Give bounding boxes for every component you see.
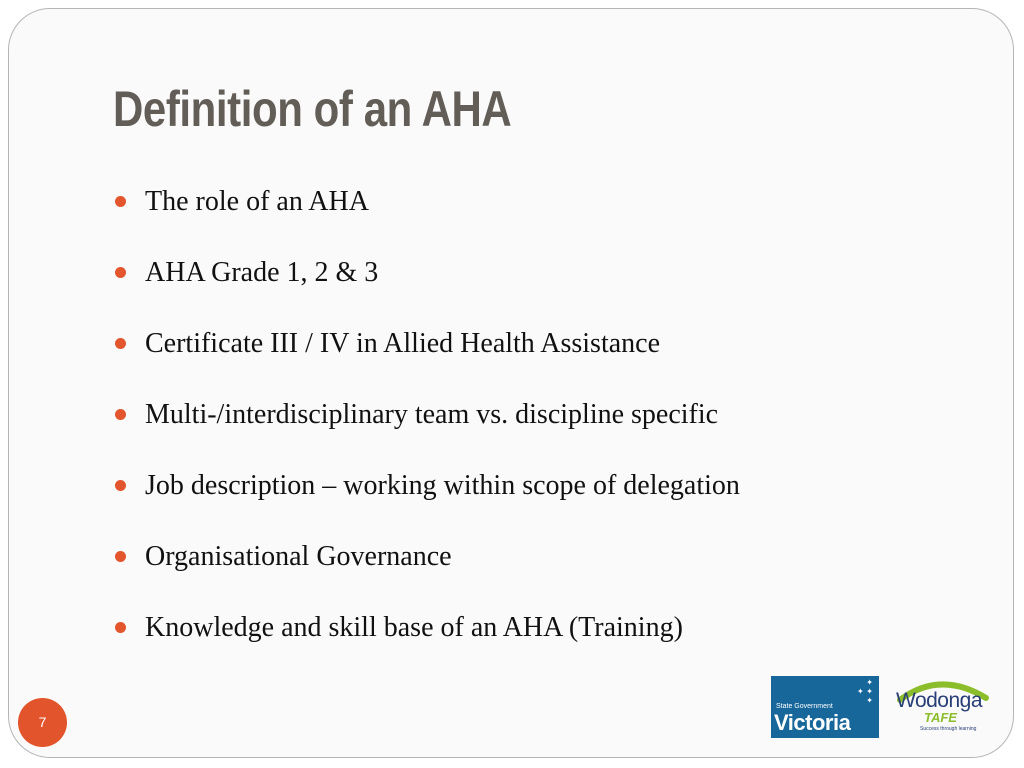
southern-cross-icon: ✦ ✦ ✦ ✦: [857, 678, 873, 705]
page-number-badge: 7: [18, 698, 67, 747]
bullet-item: [113, 467, 740, 538]
bullet-item: [113, 396, 740, 467]
slide-title: Definition of an AHA: [113, 81, 512, 137]
bullet-item: [113, 538, 740, 609]
bullet-dot-icon: [115, 409, 126, 420]
victoria-logo-name: Victoria: [774, 710, 851, 735]
bullet-dot-icon: [115, 551, 126, 562]
bullet-text: Certificate III / IV in Allied Health Assistance: [145, 328, 661, 359]
victoria-logo-subtitle: State Government: [776, 703, 833, 710]
bullet-text: Job description – working within scope of delegation: [145, 470, 740, 501]
bullet-text: Organisational Governance: [145, 541, 452, 572]
wodonga-logo-sub: TAFE: [924, 710, 957, 725]
bullet-dot-icon: [115, 267, 126, 278]
bullet-text: Multi-/interdisciplinary team vs. discipline specific: [145, 399, 719, 430]
victoria-logo: [771, 676, 879, 738]
bullet-item: [113, 254, 740, 325]
bullet-item: [113, 609, 740, 680]
bullet-item: [113, 325, 740, 396]
bullet-dot-icon: [115, 196, 126, 207]
bullet-dot-icon: [115, 338, 126, 349]
bullet-dot-icon: [115, 622, 126, 633]
wodonga-logo-name: Wodonga: [896, 689, 983, 712]
bullet-text: AHA Grade 1, 2 & 3: [145, 257, 379, 288]
bullet-text: The role of an AHA: [145, 186, 369, 217]
bullet-dot-icon: [115, 480, 126, 491]
bullet-item: [113, 183, 740, 254]
wodonga-tafe-logo: [890, 676, 1000, 738]
bullet-text: Knowledge and skill base of an AHA (Training): [145, 612, 683, 643]
wodonga-logo-tagline: Success through learning: [920, 726, 977, 732]
bullet-list: [113, 183, 740, 680]
